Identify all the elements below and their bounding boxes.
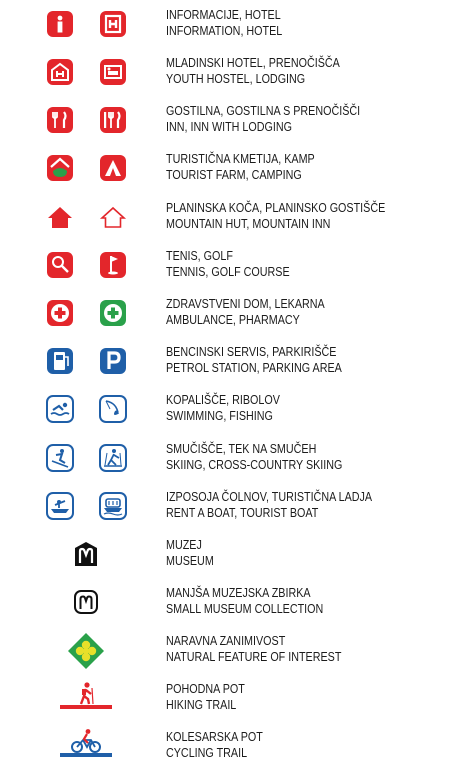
natural-feature-icon (67, 632, 105, 670)
legend-label (166, 248, 290, 280)
legend-label (166, 489, 372, 521)
pharmacy-cross-icon (99, 299, 127, 327)
label-slovenian: GOSTILNA, GOSTILNA S PRENOČIŠČI (166, 104, 361, 118)
label-english: TENNIS, GOLF COURSE (166, 265, 290, 279)
legend-label (166, 633, 341, 665)
camping-tent-icon (99, 154, 127, 182)
legend-row-petrol-parking (0, 343, 450, 383)
label-slovenian: BENCINSKI SERVIS, PARKIRIŠČE (166, 345, 337, 359)
ambulance-cross-icon (46, 299, 74, 327)
label-slovenian: POHODNA POT (166, 682, 245, 696)
legend-row-cycling-trail (0, 728, 450, 768)
skiing-icon (46, 444, 74, 472)
inn-lodging-icon (99, 106, 127, 134)
legend-row-inn (0, 102, 450, 142)
legend-row-small-museum (0, 584, 450, 624)
legend-label (166, 585, 323, 617)
swimming-icon (46, 395, 74, 423)
label-english: SKIING, CROSS-COUNTRY SKIING (166, 458, 343, 472)
label-slovenian: PLANINSKA KOČA, PLANINSKO GOSTIŠČE (166, 201, 386, 215)
label-english: MUSEUM (166, 554, 214, 568)
label-slovenian: ZDRAVSTVENI DOM, LEKARNA (166, 297, 325, 311)
label-slovenian: KOLESARSKA POT (166, 730, 263, 744)
small-museum-icon (72, 588, 100, 616)
label-english: HIKING TRAIL (166, 698, 237, 712)
cycling-trail-icon (58, 728, 114, 756)
legend-row-youth-hostel-lodging (0, 54, 450, 94)
info-icon (46, 10, 74, 38)
legend-row-ambulance-pharmacy (0, 295, 450, 335)
tennis-icon (46, 251, 74, 279)
fishing-icon (99, 395, 127, 423)
label-slovenian: TENIS, GOLF (166, 249, 233, 263)
legend-row-natural-feature (0, 632, 450, 672)
legend-row-farm-camping (0, 150, 450, 190)
legend-row-tennis-golf (0, 247, 450, 287)
legend-label (166, 441, 342, 473)
inn-cutlery-icon (46, 106, 74, 134)
hiking-trail-icon (58, 680, 114, 708)
label-slovenian: INFORMACIJE, HOTEL (166, 8, 281, 22)
hotel-icon (99, 10, 127, 38)
label-slovenian: KOPALIŠČE, RIBOLOV (166, 393, 280, 407)
label-english: INFORMATION, HOTEL (166, 24, 283, 38)
label-english: MOUNTAIN HUT, MOUNTAIN INN (166, 217, 331, 231)
label-slovenian: NARAVNA ZANIMIVOST (166, 634, 286, 648)
legend-row-skiing (0, 440, 450, 480)
label-slovenian: TURISTIČNA KMETIJA, KAMP (166, 152, 315, 166)
label-english: AMBULANCE, PHARMACY (166, 313, 300, 327)
legend-label (166, 344, 342, 376)
legend-row-museum (0, 536, 450, 576)
legend-row-information-hotel (0, 6, 450, 46)
legend-label (166, 103, 360, 135)
legend-label (166, 296, 325, 328)
legend-label (166, 55, 340, 87)
tourist-farm-icon (46, 154, 74, 182)
label-english: SWIMMING, FISHING (166, 409, 273, 423)
legend-row-boat (0, 488, 450, 528)
mountain-hut-icon (46, 203, 74, 231)
label-english: NATURAL FEATURE OF INTEREST (166, 650, 342, 664)
rent-a-boat-icon (46, 492, 74, 520)
label-english: INN, INN WITH LODGING (166, 120, 293, 134)
museum-icon (72, 540, 100, 568)
label-slovenian: SMUČIŠČE, TEK NA SMUČEH (166, 442, 317, 456)
legend-row-mountain-hut-inn (0, 199, 450, 239)
legend-label (166, 200, 385, 232)
legend-label (166, 681, 245, 713)
label-slovenian: MUZEJ (166, 538, 202, 552)
label-english: RENT A BOAT, TOURIST BOAT (166, 506, 319, 520)
label-english: CYCLING TRAIL (166, 746, 248, 760)
label-english: TOURIST FARM, CAMPING (166, 168, 302, 182)
legend-label (166, 392, 280, 424)
petrol-station-icon (46, 347, 74, 375)
lodging-bed-icon (99, 58, 127, 86)
label-english: YOUTH HOSTEL, LODGING (166, 72, 306, 86)
legend-row-hiking-trail (0, 680, 450, 720)
legend-label (166, 7, 282, 39)
parking-icon (99, 347, 127, 375)
legend-row-swimming-fishing (0, 391, 450, 431)
golf-icon (99, 251, 127, 279)
label-english: PETROL STATION, PARKING AREA (166, 361, 342, 375)
label-slovenian: MLADINSKI HOTEL, PRENOČIŠČA (166, 56, 340, 70)
label-slovenian: MANJŠA MUZEJSKA ZBIRKA (166, 586, 311, 600)
tourist-boat-icon (99, 492, 127, 520)
mountain-inn-icon (99, 203, 127, 231)
label-english: SMALL MUSEUM COLLECTION (166, 602, 324, 616)
cross-country-skiing-icon (99, 444, 127, 472)
legend-label (166, 537, 214, 569)
youth-hostel-icon (46, 58, 74, 86)
legend-label (166, 151, 315, 183)
label-slovenian: IZPOSOJA ČOLNOV, TURISTIČNA LADJA (166, 490, 373, 504)
legend-label (166, 729, 263, 761)
